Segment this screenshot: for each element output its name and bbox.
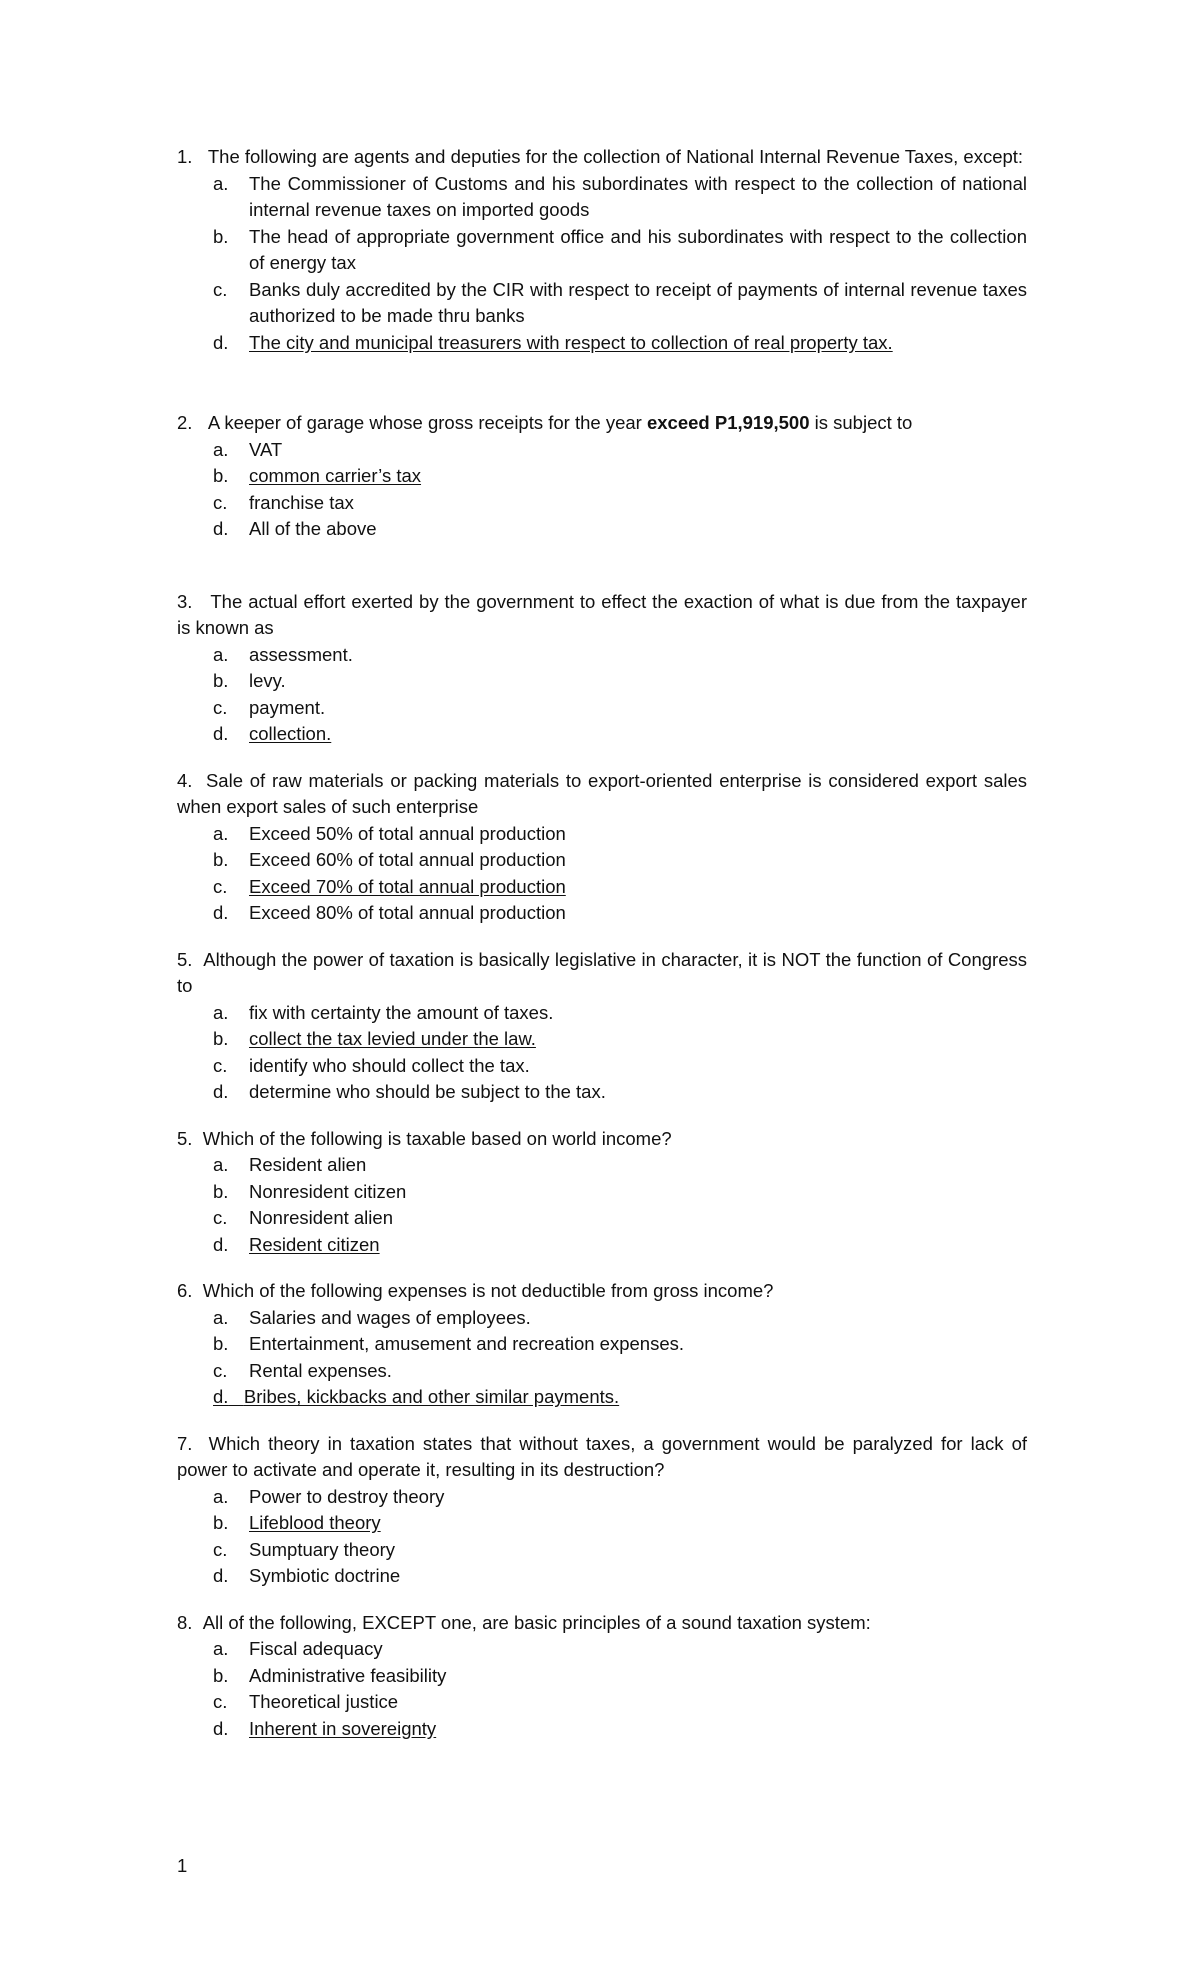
question-7 [177, 1431, 1027, 1590]
option-b: b. The head of appropriate government office and his subordinates with respect to the collection of energy tax [213, 225, 1027, 273]
option-c: c. Nonresident alien [213, 1207, 393, 1228]
question-4 [177, 768, 1027, 927]
option-d-answer: d. Inherent in sovereignty [213, 1717, 437, 1739]
option-b: b. levy. [213, 670, 286, 691]
option-a: a. The Commissioner of Customs and his subordinates with respect to the collection of national internal revenue taxes on imported goods [213, 172, 1027, 220]
question-3 [177, 589, 1027, 748]
question-2 [177, 410, 1027, 543]
option-a: a. fix with certainty the amount of taxes. [213, 1001, 554, 1023]
question-prompt: Sale of raw materials or packing materials to export-oriented enterprise is considered export sales when export sales of such enterprise [177, 769, 1028, 817]
option-d: d. All of the above [213, 518, 377, 539]
page-number: 1 [177, 1855, 188, 1876]
option-b: b. Exceed 60% of total annual production [213, 849, 566, 870]
question-number: 7. [177, 1432, 193, 1454]
option-c-answer: c. Exceed 70% of total annual production [213, 875, 566, 897]
question-text: 2. A keeper of garage whose gross receipts for the year exceed P1,919,500 is subject to [177, 412, 913, 433]
question-prompt: Which of the following expenses is not deductible from gross income? [202, 1280, 774, 1301]
question-text [177, 1278, 1027, 1305]
question-text [177, 947, 1027, 1000]
question-text [177, 1431, 1027, 1484]
option-d: d. Symbiotic doctrine [213, 1565, 401, 1586]
question-number: 2. [177, 412, 193, 433]
option-d-answer: d. Resident citizen [213, 1233, 380, 1255]
option-a: a. assessment. [213, 643, 353, 665]
bold-amount: exceed P1,919,500 [646, 412, 810, 433]
option-b: b. Administrative feasibility [213, 1664, 447, 1686]
question-prompt: Which theory in taxation states that without taxes, a government would be paralyzed for lack of power to activate and operate it, resulting in its destruction? [177, 1432, 1028, 1480]
option-b: b. Entertainment, amusement and recreation expenses. [213, 1333, 684, 1354]
option-c: c. franchise tax [213, 491, 354, 513]
option-a: a. Exceed 50% of total annual production [213, 822, 566, 844]
option-a: a. Power to destroy theory [213, 1485, 445, 1507]
option-d-answer: d. Bribes, kickbacks and other similar payments. [213, 1386, 620, 1407]
question-prompt: Which of the following is taxable based on world income? [202, 1127, 672, 1149]
option-b-answer: b. Lifeblood theory [213, 1512, 381, 1533]
question-5 [177, 947, 1027, 1106]
question-6 [177, 1278, 1027, 1411]
option-d: d. determine who should be subject to the tax. [213, 1081, 606, 1102]
question-number: 5. [177, 1127, 193, 1149]
question-text [177, 1610, 1027, 1637]
question-number: 5. [177, 948, 193, 970]
option-a: a. Fiscal adequacy [213, 1638, 383, 1659]
option-a: a. Resident alien [213, 1154, 367, 1175]
question-5b [177, 1126, 1027, 1259]
option-c: c. Theoretical justice [213, 1691, 399, 1712]
question-prompt: All of the following, EXCEPT one, are basic principles of a sound taxation system: [202, 1611, 871, 1633]
question-1 [177, 144, 1027, 356]
question-text [177, 144, 1027, 171]
option-a: a. Salaries and wages of employees. [213, 1306, 531, 1328]
option-b: b. Nonresident citizen [213, 1180, 407, 1202]
option-c: c. payment. [213, 696, 326, 718]
question-number: 6. [177, 1280, 193, 1301]
option-c: c. identify who should collect the tax. [213, 1054, 530, 1076]
question-number: 3. [177, 590, 193, 612]
option-d: d. Exceed 80% of total annual production [213, 902, 566, 923]
option-d-answer: d. collection. [213, 723, 332, 744]
question-number: 4. [177, 769, 193, 791]
question-list [177, 144, 1027, 1742]
question-prompt: The actual effort exerted by the government to effect the exaction of what is due from the taxpayer is known as [177, 590, 1027, 638]
option-b-answer: b. common carrier’s tax [213, 465, 422, 486]
option-c: c. Rental expenses. [213, 1359, 392, 1381]
option-c: c. Sumptuary theory [213, 1538, 396, 1560]
question-8 [177, 1610, 1027, 1743]
option-c: c. Banks duly accredited by the CIR with respect to receipt of payments of internal revenue taxes authorized to be made thru banks [213, 278, 1027, 326]
option-a: a. VAT [213, 438, 283, 460]
question-number: 8. [177, 1611, 193, 1633]
question-text [177, 768, 1027, 821]
question-text [177, 589, 1027, 642]
option-d-answer: d. The city and municipal treasurers with respect to collection of real property tax. [213, 331, 893, 353]
question-number: 1. [177, 146, 193, 167]
option-b-answer: b. collect the tax levied under the law. [213, 1028, 536, 1049]
question-prompt: Although the power of taxation is basically legislative in character, it is NOT the function of Congress to [177, 948, 1027, 996]
question-prompt: The following are agents and deputies for the collection of National Internal Revenue Taxes, except: [207, 146, 1024, 167]
question-text [177, 1126, 1027, 1153]
